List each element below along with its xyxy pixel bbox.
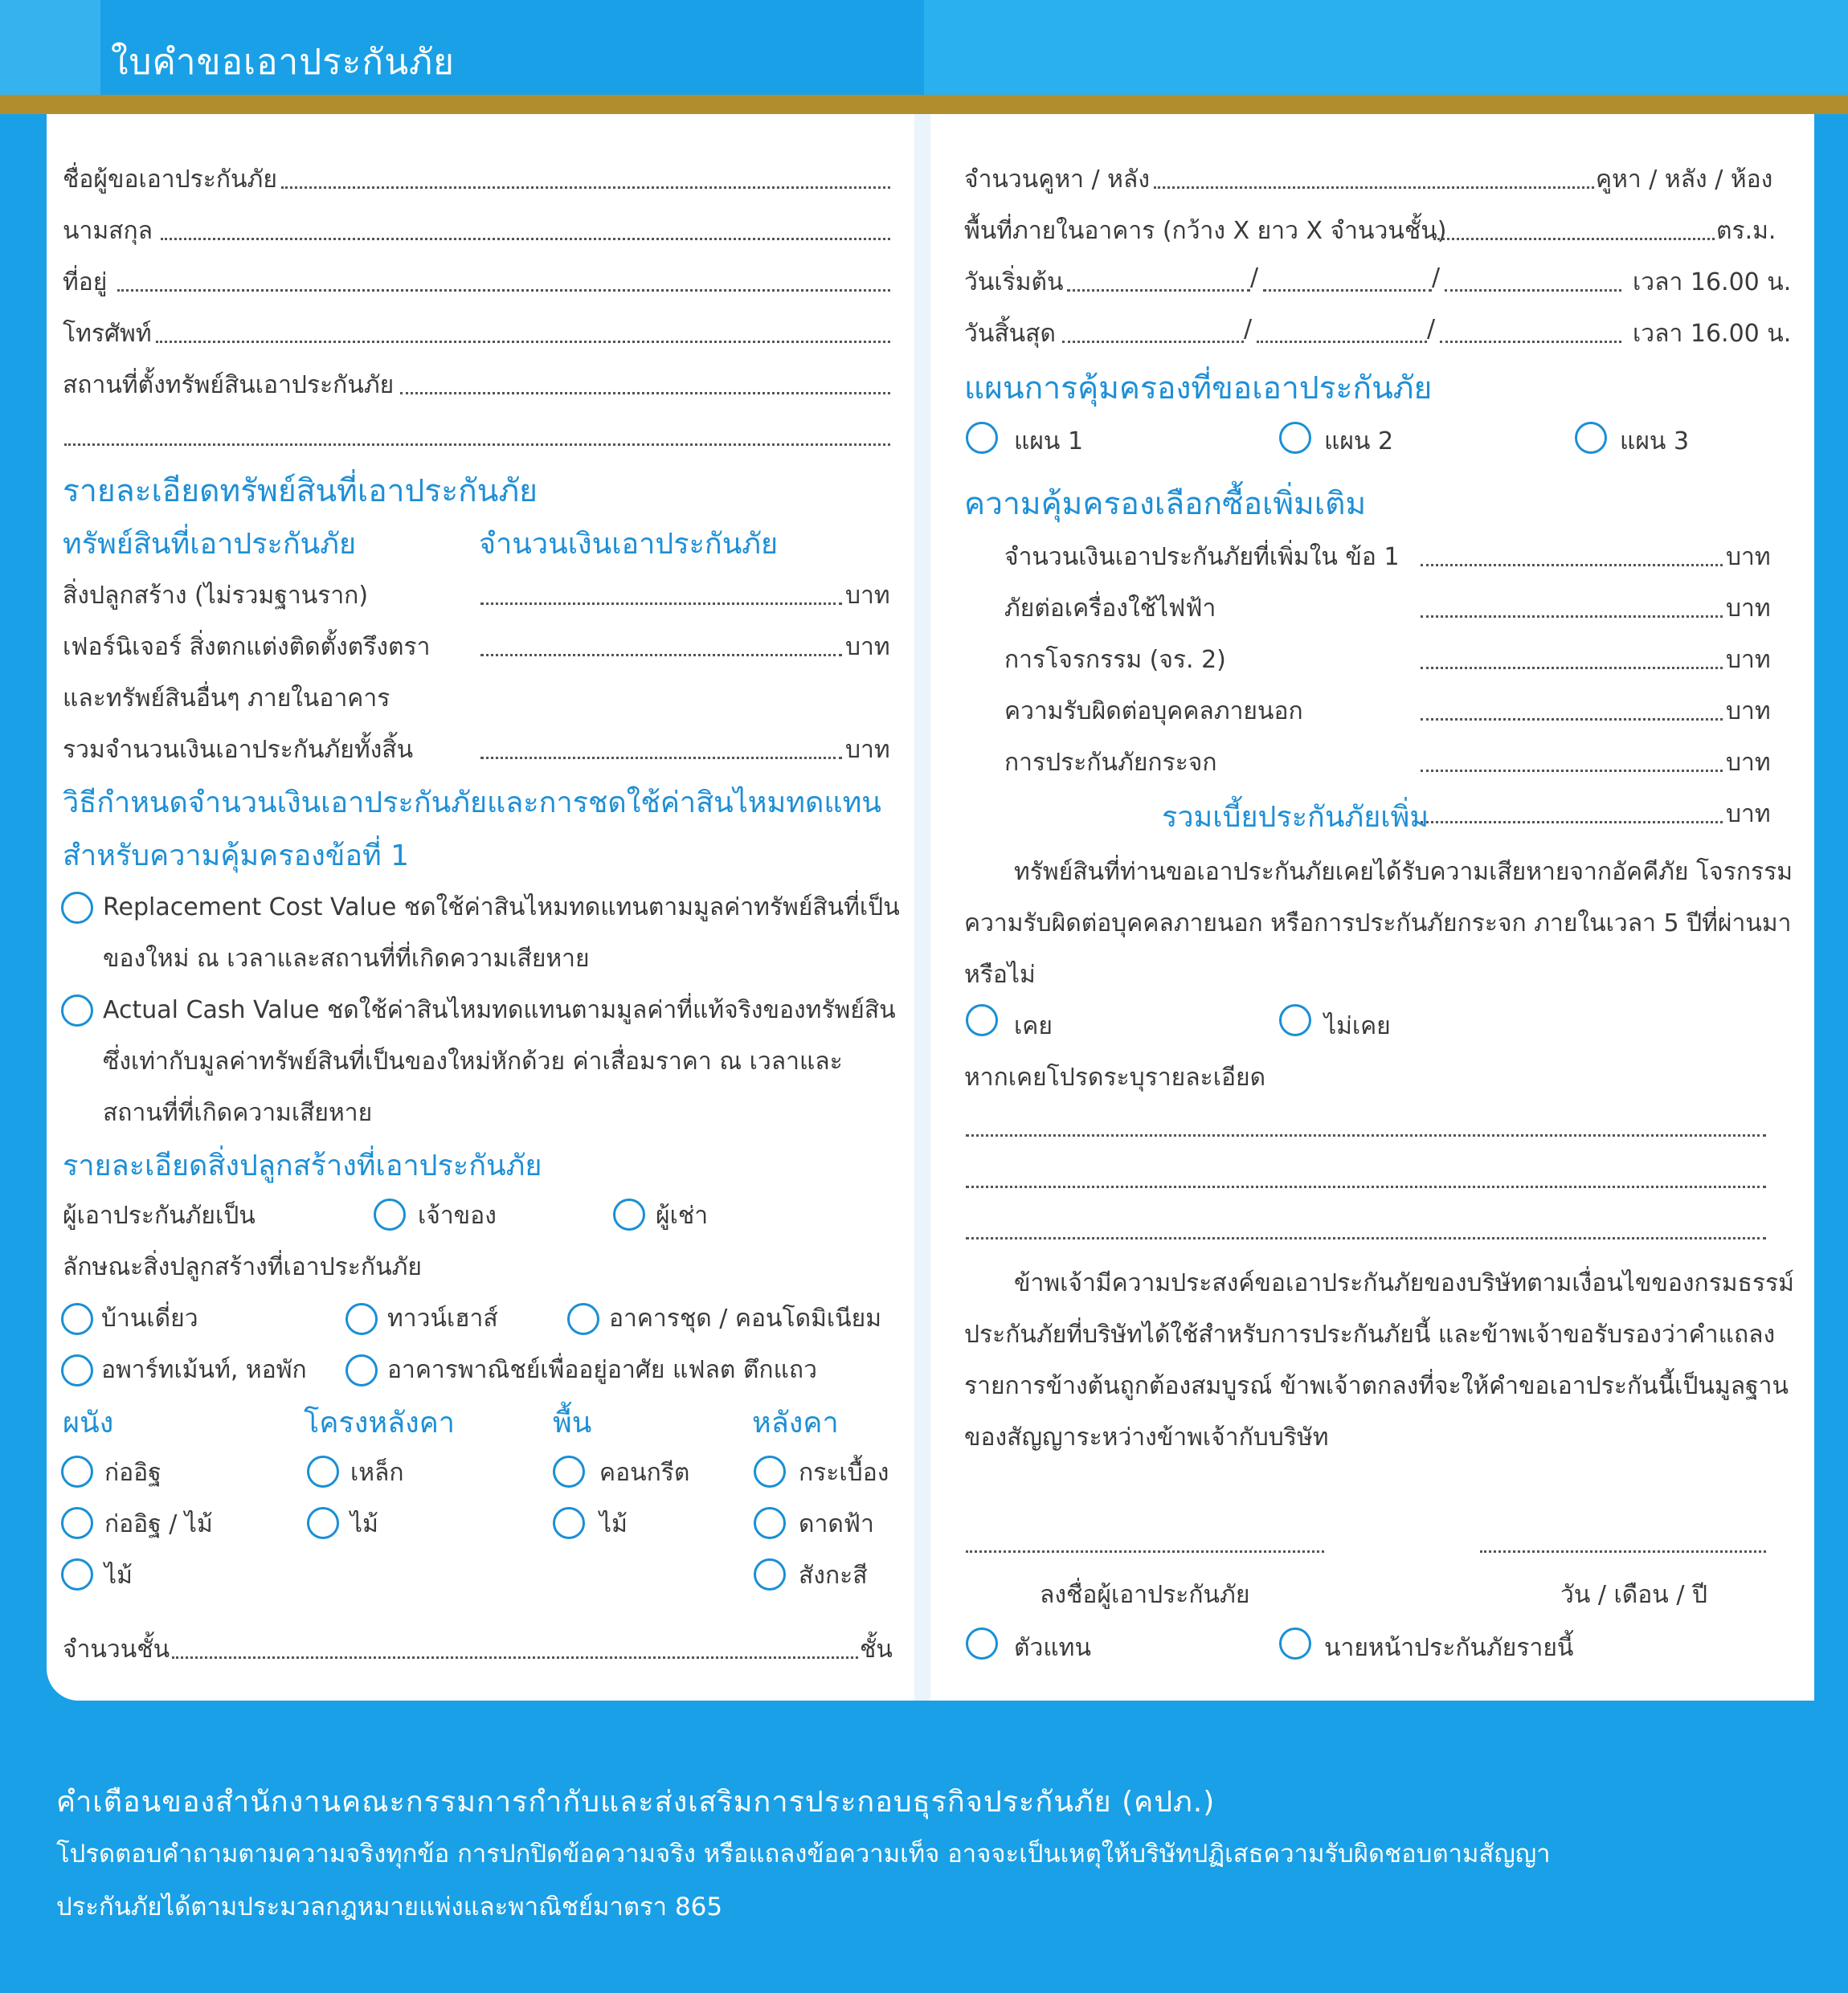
wall-brick-wood-radio[interactable] xyxy=(61,1507,93,1539)
phone-field[interactable] xyxy=(156,341,890,343)
start-month-field[interactable] xyxy=(1263,289,1432,292)
floor-wood-radio[interactable] xyxy=(553,1507,585,1539)
declaration-line-2: ประกันภัยที่บริษัทได้ใช้สำหรับการประกันภัยนี้ และข้าพเจ้าขอรับรองว่าคำแถลง xyxy=(964,1321,1776,1349)
declaration-line-1: ข้าพเจ้ามีความประสงค์ขอเอาประกันภัยของบริษัทตามเงื่อนไขของกรมธรรม์ xyxy=(1014,1269,1794,1297)
declaration-line-4: ของสัญญาระหว่างข้าพเจ้ากับบริษัท xyxy=(964,1423,1329,1452)
extra-total-baht: บาท xyxy=(1726,800,1771,828)
phone-label: โทรศัพท์ xyxy=(63,320,152,348)
area-field[interactable] xyxy=(1433,238,1715,240)
surname-field[interactable] xyxy=(161,238,890,240)
roof-deck-label: ดาดฟ้า xyxy=(799,1510,874,1538)
roof-zinc-label: สังกะสี xyxy=(799,1562,868,1590)
tenant-radio[interactable] xyxy=(613,1199,645,1231)
units-count-field[interactable] xyxy=(1154,186,1594,189)
loss-question-line-2: ความรับผิดต่อบุคคลภายนอก หรือการประกันภัยกระจก ภายในเวลา 5 ปีที่ผ่านมา xyxy=(964,909,1792,937)
start-day-field[interactable] xyxy=(1067,289,1250,292)
floors-count-field[interactable] xyxy=(172,1656,858,1659)
commercial-label: อาคารพาณิชย์เพื่ออยู่อาศัย แฟลต ตึกแถว xyxy=(387,1356,817,1384)
location-label: สถานที่ตั้งทรัพย์สินเอาประกันภัย xyxy=(63,371,395,399)
property-column-heading: ทรัพย์สินที่เอาประกันภัย xyxy=(63,528,357,561)
plan-heading: แผนการคุ้มครองที่ขอเอาประกันภัย xyxy=(964,370,1433,406)
furniture-row-label-2: และทรัพย์สินอื่นๆ ภายในอาคาร xyxy=(63,684,390,713)
floors-count-label: จำนวนชั้น xyxy=(63,1636,170,1664)
extra-4-field[interactable] xyxy=(1421,718,1723,721)
frame-wood-label: ไม้ xyxy=(350,1510,378,1538)
building-row-label: สิ่งปลูกสร้าง (ไม่รวมฐานราก) xyxy=(63,582,369,610)
extra-total-label: รวมเบี้ยประกันภัยเพิ่ม xyxy=(1162,801,1429,834)
total-row-label: รวมจำนวนเงินเอาประกันภัยทั้งสิ้น xyxy=(63,736,414,764)
condo-radio[interactable] xyxy=(567,1303,599,1335)
start-slash-2: / xyxy=(1432,263,1441,292)
loss-no-radio[interactable] xyxy=(1279,1004,1311,1036)
plan-2-label: แผน 2 xyxy=(1324,427,1394,455)
insured-is-label: ผู้เอาประกันภัยเป็น xyxy=(63,1202,256,1230)
plan-3-radio[interactable] xyxy=(1575,422,1607,454)
loss-yes-label: เคย xyxy=(1014,1012,1053,1040)
extra-1-baht: บาท xyxy=(1726,543,1771,571)
roof-tile-label: กระเบื้อง xyxy=(799,1459,889,1487)
header-right-shade xyxy=(924,0,1848,95)
wall-heading: ผนัง xyxy=(63,1407,114,1440)
furniture-baht: บาท xyxy=(845,633,890,661)
surname-label: นามสกุล xyxy=(63,217,153,245)
end-slash-2: / xyxy=(1427,315,1436,343)
acv-line-1: Actual Cash Value ชดใช้ค่าสินไหมทดแทนตามมูลค่าที่แท้จริงของทรัพย์สิน xyxy=(103,996,896,1024)
rcv-radio[interactable] xyxy=(61,892,93,924)
header-accent xyxy=(0,0,100,95)
roof-zinc-radio[interactable] xyxy=(754,1558,786,1591)
acv-radio[interactable] xyxy=(61,994,93,1027)
declaration-line-3: รายการข้างต้นถูกต้องสมบูรณ์ ข้าพเจ้าตกลงที่จะให้คำขอเอาประกันนี้เป็นมูลฐาน xyxy=(964,1372,1789,1400)
units-count-label: จำนวนคูหา / หลัง xyxy=(964,165,1150,194)
extra-2-baht: บาท xyxy=(1726,594,1771,623)
extra-4-baht: บาท xyxy=(1726,697,1771,725)
page-title: ใบคำขอเอาประกันภัย xyxy=(111,42,455,83)
condo-label: อาคารชุด / คอนโดมิเนียม xyxy=(609,1305,881,1333)
acv-line-2: ซึ่งเท่ากับมูลค่าทรัพย์สินที่เป็นของใหม่หักด้วย ค่าเสื่อมราคา ณ เวลาและ xyxy=(103,1048,843,1076)
townhouse-radio[interactable] xyxy=(345,1303,378,1335)
date-field[interactable] xyxy=(1480,1550,1766,1553)
owner-radio[interactable] xyxy=(374,1199,406,1231)
floor-heading: พื้น xyxy=(553,1407,592,1440)
start-year-field[interactable] xyxy=(1445,289,1621,292)
plan-3-label: แผน 3 xyxy=(1620,427,1690,455)
end-month-field[interactable] xyxy=(1257,341,1427,343)
date-label: วัน / เดือน / ปี xyxy=(1560,1581,1708,1609)
wall-wood-radio[interactable] xyxy=(61,1558,93,1591)
roof-tile-radio[interactable] xyxy=(754,1456,786,1488)
name-field[interactable] xyxy=(281,186,890,189)
frame-steel-radio[interactable] xyxy=(307,1456,339,1488)
name-label: ชื่อผู้ขอเอาประกันภัย xyxy=(63,165,277,194)
start-date-label: วันเริ่มต้น xyxy=(964,268,1064,296)
total-amount-field[interactable] xyxy=(480,757,842,759)
location-field[interactable] xyxy=(400,392,890,394)
broker-label: นายหน้าประกันภัยรายนี้ xyxy=(1324,1634,1574,1662)
footer-warning-title: คำเตือนของสำนักงานคณะกรรมการกำกับและส่งเสริมการประกอบธุรกิจประกันภัย (คปภ.) xyxy=(56,1786,1216,1819)
start-slash-1: / xyxy=(1250,263,1259,292)
extra-5-field[interactable] xyxy=(1421,770,1723,772)
floor-concrete-label: คอนกรีต xyxy=(599,1459,690,1487)
address-label: ที่อยู่ xyxy=(63,268,108,296)
agent-label: ตัวแทน xyxy=(1014,1634,1091,1662)
agent-radio[interactable] xyxy=(966,1627,998,1660)
roof-deck-radio[interactable] xyxy=(754,1507,786,1539)
loss-question-line-3: หรือไม่ xyxy=(964,961,1036,989)
fold-line xyxy=(914,114,930,1701)
commercial-radio[interactable] xyxy=(345,1354,378,1387)
extra-4-label: ความรับผิดต่อบุคคลภายนอก xyxy=(1004,697,1303,725)
signature-label: ลงชื่อผู้เอาประกันภัย xyxy=(1040,1581,1250,1609)
property-heading: รายละเอียดทรัพย์สินที่เอาประกันภัย xyxy=(63,473,538,509)
broker-radio[interactable] xyxy=(1279,1627,1311,1660)
floors-unit: ชั้น xyxy=(860,1636,893,1664)
floor-concrete-radio[interactable] xyxy=(553,1456,585,1488)
signature-field[interactable] xyxy=(966,1550,1324,1553)
extra-coverage-heading: ความคุ้มครองเลือกซื้อเพิ่มเติม xyxy=(964,486,1367,522)
start-time: เวลา 16.00 น. xyxy=(1633,268,1792,296)
units-count-suffix: คูหา / หลัง / ห้อง xyxy=(1596,165,1773,194)
building-type-label: ลักษณะสิ่งปลูกสร้างที่เอาประกันภัย xyxy=(63,1253,422,1281)
rcv-line-2: ของใหม่ ณ เวลาและสถานที่ที่เกิดความเสียหาย xyxy=(103,945,590,973)
plan-2-radio[interactable] xyxy=(1279,422,1311,454)
loss-no-label: ไม่เคย xyxy=(1324,1012,1391,1040)
building-amount-field[interactable] xyxy=(480,602,842,605)
end-time: เวลา 16.00 น. xyxy=(1633,320,1792,348)
footer-warning-line-2: ประกันภัยได้ตามประมวลกฎหมายแพ่งและพาณิชย์มาตรา 865 xyxy=(56,1893,723,1922)
extra-total-field[interactable] xyxy=(1421,821,1723,823)
detail-prompt: หากเคยโปรดระบุรายละเอียด xyxy=(964,1064,1266,1092)
plan-1-label: แผน 1 xyxy=(1014,427,1084,455)
building-baht: บาท xyxy=(845,582,890,610)
end-slash-1: / xyxy=(1244,315,1253,343)
detail-line-1[interactable] xyxy=(966,1134,1766,1137)
wall-wood-label: ไม้ xyxy=(104,1562,133,1590)
method-heading: วิธีกำหนดจำนวนเงินเอาประกันภัยและการชดใช้ค่าสินไหมทดแทน xyxy=(63,786,881,819)
acv-line-3: สถานที่ที่เกิดความเสียหาย xyxy=(103,1099,373,1127)
furniture-row-label: เฟอร์นิเจอร์ สิ่งตกแต่งติดตั้งตรึงตรา xyxy=(63,633,431,661)
end-date-label: วันสิ้นสุด xyxy=(964,320,1056,348)
apartment-label: อพาร์ทเม้นท์, หอพัก xyxy=(101,1356,307,1384)
extra-1-field[interactable] xyxy=(1421,564,1723,566)
extra-2-field[interactable] xyxy=(1421,615,1723,618)
gold-divider xyxy=(0,95,1848,114)
extra-5-label: การประกันภัยกระจก xyxy=(1004,749,1217,777)
rcv-line-1: Replacement Cost Value ชดใช้ค่าสินไหมทดแทนตามมูลค่าทรัพย์สินที่เป็น xyxy=(103,893,900,921)
townhouse-label: ทาวน์เฮาส์ xyxy=(387,1305,498,1333)
location-field-line2[interactable] xyxy=(64,443,890,446)
end-day-field[interactable] xyxy=(1062,341,1244,343)
detail-line-2[interactable] xyxy=(966,1186,1766,1188)
furniture-amount-field[interactable] xyxy=(480,654,842,656)
extra-3-field[interactable] xyxy=(1421,667,1723,669)
area-unit: ตร.ม. xyxy=(1716,217,1776,245)
footer-warning-line-1: โปรดตอบคำถามตามความจริงทุกข้อ การปกปิดข้อความจริง หรือแถลงข้อความเท็จ อาจจะเป็นเหตุให้บริษัทปฏิเสธความรับผิดชอบตามสัญญา xyxy=(56,1840,1551,1868)
loss-question-line-1: ทรัพย์สินที่ท่านขอเอาประกันภัยเคยได้รับความเสียหายจากอัคคีภัย โจรกรรม xyxy=(1014,858,1793,886)
frame-heading: โครงหลังคา xyxy=(304,1407,455,1440)
roof-heading: หลังคา xyxy=(752,1407,839,1440)
apartment-radio[interactable] xyxy=(61,1354,93,1387)
detail-line-3[interactable] xyxy=(966,1237,1766,1239)
building-heading: รายละเอียดสิ่งปลูกสร้างที่เอาประกันภัย xyxy=(63,1150,542,1182)
owner-label: เจ้าของ xyxy=(418,1202,497,1230)
extra-3-label: การโจรกรรม (จร. 2) xyxy=(1004,646,1226,674)
area-label: พื้นที่ภายในอาคาร (กว้าง X ยาว X จำนวนชั้น) xyxy=(964,217,1447,245)
extra-2-label: ภัยต่อเครื่องใช้ไฟฟ้า xyxy=(1004,594,1216,623)
extra-5-baht: บาท xyxy=(1726,749,1771,777)
floor-wood-label: ไม้ xyxy=(599,1510,628,1538)
wall-brick-radio[interactable] xyxy=(61,1456,93,1488)
amount-column-heading: จำนวนเงินเอาประกันภัย xyxy=(479,528,779,561)
frame-wood-radio[interactable] xyxy=(307,1507,339,1539)
end-year-field[interactable] xyxy=(1440,341,1621,343)
extra-3-baht: บาท xyxy=(1726,646,1771,674)
tenant-label: ผู้เช่า xyxy=(656,1202,709,1230)
extra-1-label: จำนวนเงินเอาประกันภัยที่เพิ่มใน ข้อ 1 xyxy=(1004,543,1400,571)
total-baht: บาท xyxy=(845,736,890,764)
address-field[interactable] xyxy=(117,289,890,292)
house-label: บ้านเดี่ยว xyxy=(101,1305,198,1333)
wall-brick-label: ก่ออิฐ xyxy=(104,1459,161,1487)
loss-yes-radio[interactable] xyxy=(966,1004,998,1036)
frame-steel-label: เหล็ก xyxy=(350,1459,404,1487)
wall-brick-wood-label: ก่ออิฐ / ไม้ xyxy=(104,1510,213,1538)
house-radio[interactable] xyxy=(61,1303,93,1335)
method-subheading: สำหรับความคุ้มครองข้อที่ 1 xyxy=(63,839,410,872)
plan-1-radio[interactable] xyxy=(966,422,998,454)
